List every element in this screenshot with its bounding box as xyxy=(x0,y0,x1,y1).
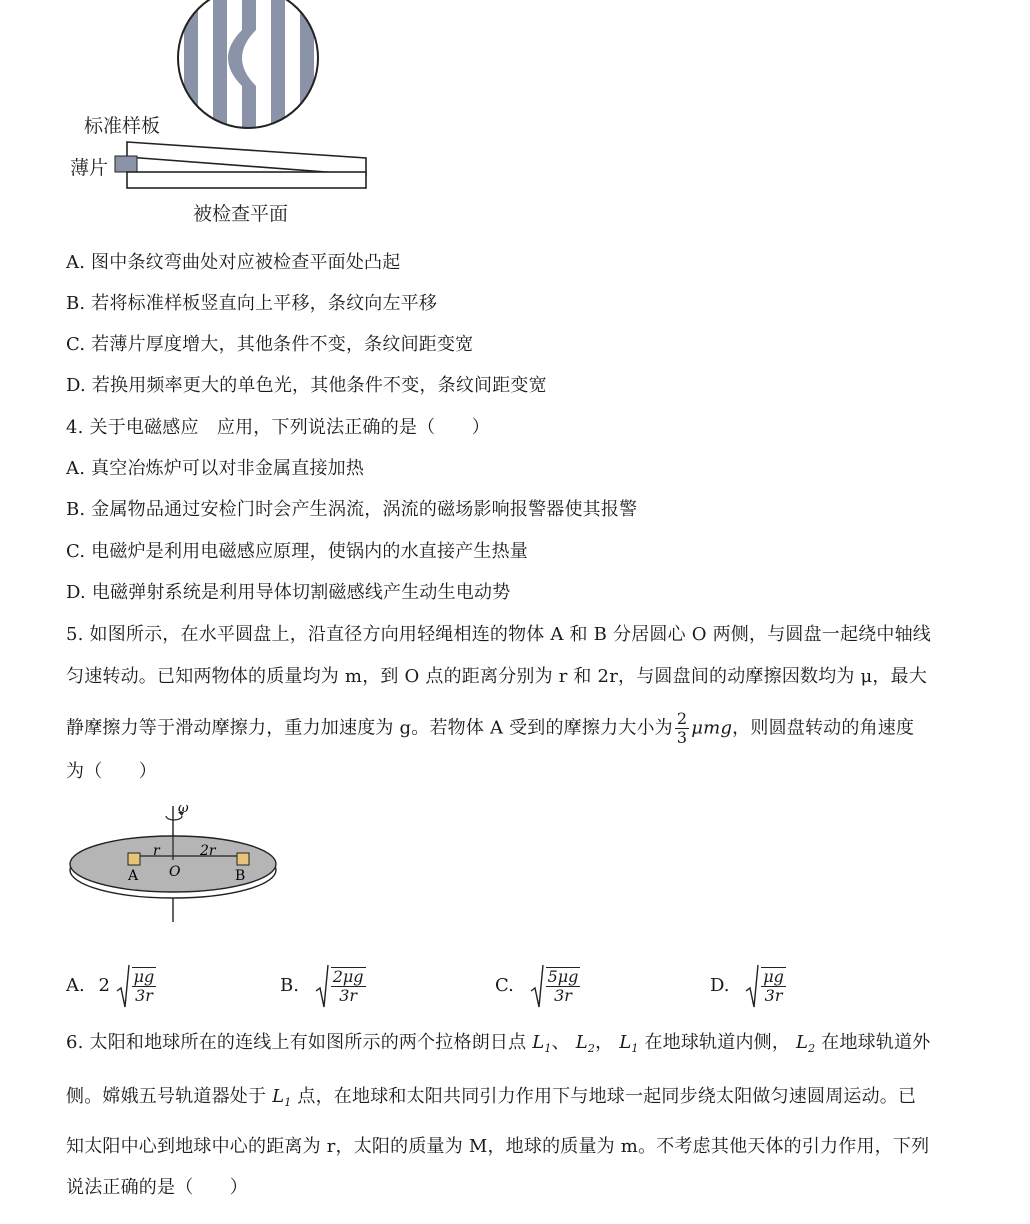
label-standard-plate: 标准样板 xyxy=(84,115,161,137)
radical-icon xyxy=(745,963,759,1009)
q6-l1-symbol: $L_1$ xyxy=(532,1032,552,1055)
q6-line-1-end: 在地球轨道外 xyxy=(821,1032,931,1053)
q5-option-c xyxy=(495,963,582,1009)
q6-l2-symbol: $L_2$ xyxy=(575,1032,596,1055)
q5-fraction-den: 3 xyxy=(676,728,688,747)
q5-option-b-fraction xyxy=(331,967,366,1005)
q5-option-d-label: D. xyxy=(710,975,730,996)
q5-option-c-label: C. xyxy=(495,975,514,996)
radical-icon xyxy=(116,963,130,1009)
q6-line-1-mid: 在地球轨道内侧， xyxy=(644,1032,791,1053)
q6-comma: ， xyxy=(595,1032,614,1053)
omega-label: ω xyxy=(178,801,189,816)
q5-option-d-den: 3r xyxy=(764,986,783,1005)
q5-option-b-num: 2μg xyxy=(332,967,364,986)
radical-icon xyxy=(530,963,544,1009)
q5-line-4: 为（ ） xyxy=(66,761,157,782)
o-label: O xyxy=(169,864,181,880)
label-inspected-plane: 被检查平面 xyxy=(193,203,289,225)
radical-icon xyxy=(315,963,329,1009)
q6-line-1 xyxy=(66,1031,930,1061)
q5-option-a-label: A. xyxy=(66,975,85,996)
q4-option-a: A. 真空冶炼炉可以对非金属直接加热 xyxy=(66,458,365,479)
q5-option-c-num: 5μg xyxy=(547,967,579,986)
q3-option-b: B. 若将标准样板竖直向上平移，条纹向左平移 xyxy=(66,293,438,314)
q5-option-d-num: μg xyxy=(763,967,784,986)
q6-separator: 、 xyxy=(551,1032,570,1053)
q5-option-b xyxy=(280,963,368,1009)
q5-frac-tail: μmg xyxy=(691,717,733,739)
label-thin-sheet: 薄片 xyxy=(70,157,109,179)
block-a xyxy=(128,853,140,865)
rotating-disk-figure xyxy=(60,798,290,926)
q5-option-a-den: 3r xyxy=(135,986,153,1005)
q6-line-2-text: 侧。嫦娥五号轨道器处于 xyxy=(66,1086,267,1107)
q6-line-2 xyxy=(66,1085,916,1115)
q6-l1-symbol-2: $L_1$ xyxy=(619,1032,639,1055)
q3-option-d: D. 若换用频率更大的单色光，其他条件不变，条纹间距变宽 xyxy=(66,375,547,396)
q5-line-3-end: ，则圆盘转动的角速度 xyxy=(732,717,915,739)
q4-stem: 4. 关于电磁感应 应用，下列说法正确的是（ ） xyxy=(66,417,490,438)
q6-l2-symbol-2: $L_2$ xyxy=(796,1032,816,1055)
q5-option-b-den: 3r xyxy=(339,986,358,1005)
fringe-pattern xyxy=(170,0,330,140)
q5-option-a-num: μg xyxy=(133,967,155,986)
q3-option-c: C. 若薄片厚度增大，其他条件不变，条纹间距变宽 xyxy=(66,334,474,355)
standard-plate xyxy=(127,142,366,175)
q5-option-b-label: B. xyxy=(280,975,299,996)
a-label: A xyxy=(128,868,139,884)
q5-fraction xyxy=(675,710,689,747)
q5-option-a-fraction xyxy=(132,967,157,1005)
q6-line-3: 知太阳中心到地球中心的距离为 r，太阳的质量为 M，地球的质量为 m。不考虑其他天体的引力作用，下列 xyxy=(66,1136,930,1157)
q6-line-4: 说法正确的是（ ） xyxy=(66,1177,248,1198)
q5-line-1: 5. 如图所示，在水平圆盘上，沿直径方向用轻绳相连的物体 A 和 B 分居圆心 O 两侧，与圆盘一起绕中轴线 xyxy=(66,624,932,645)
q5-option-c-den: 3r xyxy=(554,986,572,1005)
rotation-arrow-icon xyxy=(166,816,182,820)
q5-option-a xyxy=(66,963,158,1009)
block-b xyxy=(237,853,249,865)
inspected-plane xyxy=(127,172,366,188)
q6-line-1-text: 6. 太阳和地球所在的连线上有如图所示的两个拉格朗日点 xyxy=(66,1032,527,1053)
q3-option-a: A. 图中条纹弯曲处对应被检查平面处凸起 xyxy=(66,252,401,273)
b-label: B xyxy=(235,868,246,884)
q5-line-2: 匀速转动。已知两物体的质量均为 m，到 O 点的距离分别为 r 和 2r，与圆盘间的动摩擦因数均为 μ，最大 xyxy=(66,666,928,687)
q4-option-c: C. 电磁炉是利用电磁感应原理，使锅内的水直接产生热量 xyxy=(66,541,528,562)
q5-option-d-fraction xyxy=(761,967,786,1005)
q5-option-c-fraction xyxy=(546,967,581,1005)
q5-option-a-coef: 2 xyxy=(98,975,110,996)
r-label: r xyxy=(153,843,160,859)
q5-line-3-text: 静摩擦力等于滑动摩擦力，重力加速度为 g。若物体 A 受到的摩擦力大小为 xyxy=(66,717,673,739)
q5-line-3 xyxy=(66,710,914,746)
q4-option-d: D. 电磁弹射系统是利用导体切割磁感线产生动生电动势 xyxy=(66,582,511,603)
q6-l1-symbol-3: $L_1$ xyxy=(272,1086,292,1109)
two-r-label: 2r xyxy=(200,843,216,859)
q5-fraction-num: 2 xyxy=(676,709,688,728)
thin-sheet xyxy=(115,156,137,172)
q6-line-2-end: 点，在地球和太阳共同引力作用下与地球一起同步绕太阳做匀速圆周运动。已 xyxy=(297,1086,917,1107)
q4-option-b: B. 金属物品通过安检门时会产生涡流，涡流的磁场影响报警器使其报警 xyxy=(66,499,638,520)
q5-option-d xyxy=(710,963,788,1009)
